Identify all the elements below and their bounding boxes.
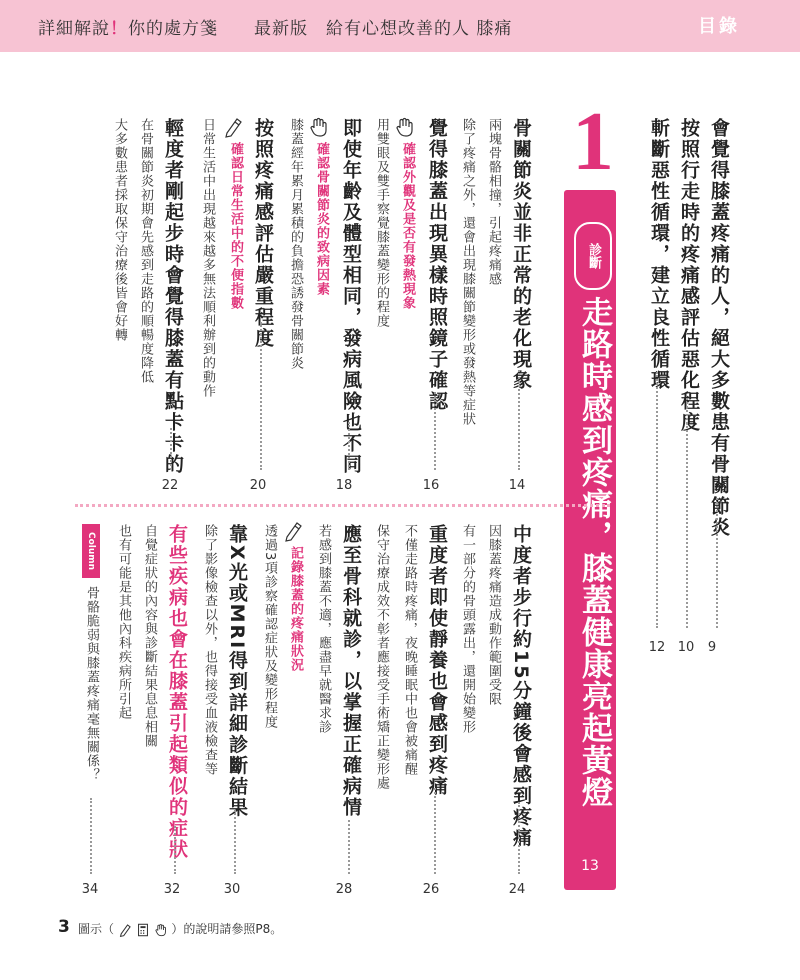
section-label: 目錄 (698, 16, 740, 37)
page-number: 18 (335, 478, 353, 493)
hand-icon (394, 116, 416, 138)
entry-title[interactable]: 骨關節炎並非正常的老化現象 (510, 118, 532, 391)
intro-title-1[interactable]: 會覺得膝蓋疼痛的人，絕大多數患有骨關節炎 (708, 118, 730, 538)
intro-title-3[interactable]: 斬斷惡性循環，建立良性循環 (648, 118, 670, 391)
book-title-a: 詳細解說 (38, 19, 110, 39)
page-number: 14 (508, 478, 526, 493)
book-title (38, 14, 512, 39)
pencil-icon (118, 923, 132, 937)
column-title[interactable]: 骨骼脆弱與膝蓋疼痛毫無關係？ (84, 586, 99, 782)
entry-title[interactable]: 有些疾病也會在膝蓋引起類似的症狀 (166, 524, 188, 860)
leader (174, 826, 176, 874)
page-number: 32 (163, 882, 181, 897)
entry-body: 不僅走路時疼痛，夜晚睡眠中也會被痛醒 (402, 524, 417, 776)
page-number: 26 (422, 882, 440, 897)
column-tag: Column (82, 524, 100, 578)
entry-title[interactable]: 按照疼痛感評估嚴重程度 (252, 118, 274, 349)
pencil-icon (282, 520, 304, 542)
page-number: 30 (223, 882, 241, 897)
book-title-excl: ！ (110, 19, 128, 39)
chapter-badge: 診斷 (574, 222, 612, 290)
chapter-title[interactable]: 走路時感到疼痛，膝蓋健康亮起黃燈 (576, 296, 612, 808)
page-number: 22 (161, 478, 179, 493)
leader (260, 322, 262, 470)
leader (90, 798, 92, 874)
page-number: 24 (508, 882, 526, 897)
entry-subtitle: 記錄膝蓋的疼痛狀況 (288, 546, 303, 672)
section-divider (75, 504, 610, 507)
chapter-number: 1 (572, 95, 614, 188)
entry-body: 除了疼痛之外，還會出現膝關節變形或發熱等症狀 (460, 118, 475, 426)
entry-body: 若感到膝蓋不適，應盡早就醫求診 (316, 524, 331, 734)
header-bar (0, 0, 800, 52)
entry-body: 日常生活中出現越來越多無法順利辦到的動作 (200, 118, 215, 398)
entry-body: 膝蓋經年累月累積的負擔恐誘發骨關節炎 (288, 118, 303, 370)
pencil-icon (222, 116, 244, 138)
page-number: 16 (422, 478, 440, 493)
footer-suffix: ）的說明請參照P8。 (171, 922, 283, 936)
book-title-b: 你的處方箋 最新版 給有心想改善的人 膝痛 (128, 19, 513, 39)
intro-title-2[interactable]: 按照行走時的疼痛感評估惡化程度 (678, 118, 700, 433)
footer-prefix: 圖示（ (78, 922, 115, 936)
chapter-page: 13 (581, 858, 599, 874)
entry-body: 透過3項診察確認症狀及變形程度 (262, 524, 277, 730)
entry-title[interactable]: 靠X光或MRI得到詳細診斷結果 (226, 524, 248, 819)
leader (518, 802, 520, 874)
entry-subtitle: 確認骨關節炎的致病因素 (314, 142, 329, 296)
entry-body: 在骨關節炎初期會先感到走路的順暢度降低 (138, 118, 153, 384)
entry-subtitle: 確認日常生活中的不便指數 (228, 142, 243, 310)
entry-body: 除了影像檢查以外，也得接受血液檢查等 (202, 524, 217, 776)
entry-body: 用雙眼及雙手察覺膝蓋變形的程度 (374, 118, 389, 328)
leader (686, 398, 688, 628)
leader (434, 788, 436, 874)
leader (348, 820, 350, 874)
footer-page-number: 3 (58, 917, 70, 937)
entry-body: 也有可能是其他內科疾病所引起 (116, 524, 131, 720)
leader (170, 428, 172, 470)
entry-title[interactable]: 覺得膝蓋出現異樣時照鏡子確認 (426, 118, 448, 412)
entry-title[interactable]: 中度者步行約15分鐘後會感到疼痛 (510, 524, 532, 849)
footer-note (78, 920, 282, 937)
entry-subtitle: 確認外觀及是否有發熱現象 (400, 142, 415, 310)
entry-body: 自覺症狀的內容與診斷結果息息相關 (142, 524, 157, 748)
entry-title[interactable]: 重度者即使靜養也會感到疼痛 (426, 524, 448, 797)
page-number: 28 (335, 882, 353, 897)
entry-title[interactable]: 應至骨科就診，以掌握正確病情 (340, 524, 362, 818)
entry-body: 有一部分的骨頭露出，還開始變形 (460, 524, 475, 734)
leader (348, 422, 350, 470)
entry-body: 兩塊骨骼相撞，引起疼痛感 (486, 118, 501, 286)
hand-icon (154, 923, 168, 937)
leader (434, 392, 436, 470)
page-number: 12 (648, 640, 666, 655)
leader (656, 372, 658, 628)
page-number: 34 (81, 882, 99, 897)
calculator-icon (136, 923, 150, 937)
leader (234, 810, 236, 874)
page-number: 20 (249, 478, 267, 493)
entry-body: 因膝蓋疼痛造成動作範圍受限 (486, 524, 501, 706)
page-number: 10 (677, 640, 695, 655)
leader (518, 370, 520, 470)
entry-body: 保守治療成效不彰者應接受手術矯正變形處 (374, 524, 389, 790)
leader (716, 498, 718, 628)
hand-icon (308, 116, 330, 138)
entry-title[interactable]: 即使年齡及體型相同，發病風險也不同 (340, 118, 362, 475)
entry-body: 大多數患者採取保守治療後皆會好轉 (112, 118, 127, 342)
entry-title[interactable]: 輕度者剛起步時會覺得膝蓋有點卡卡的 (162, 118, 184, 475)
page-number: 9 (707, 640, 717, 655)
